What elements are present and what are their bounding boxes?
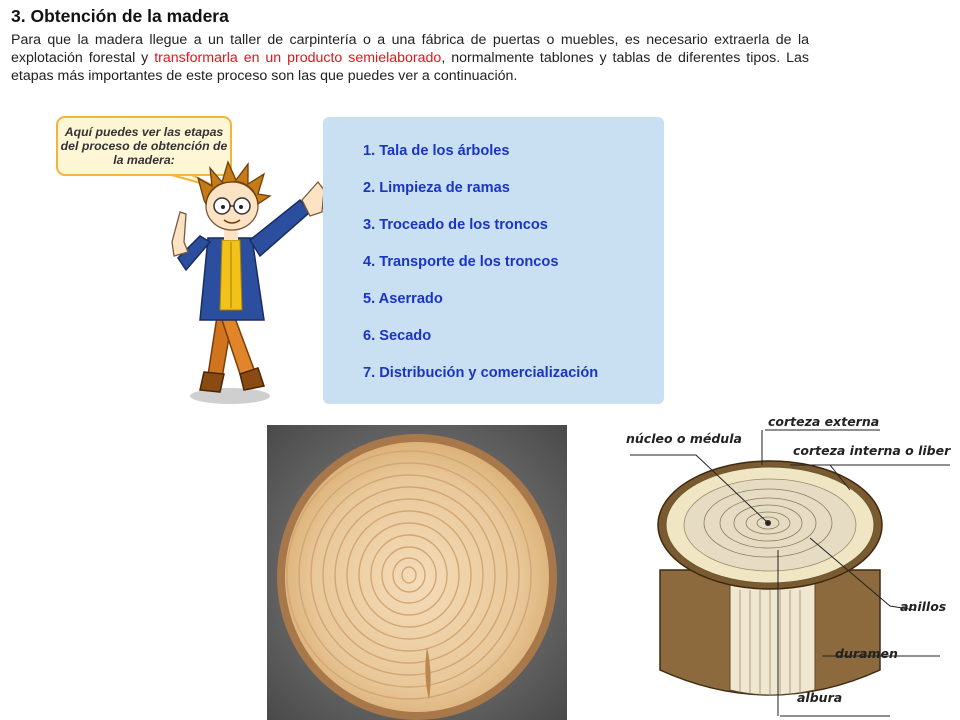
log-cross-section-photo — [267, 425, 567, 720]
step-item: 2. Limpieza de ramas — [363, 180, 510, 196]
step-item: 4. Transporte de los troncos — [363, 254, 559, 270]
step-item: 6. Secado — [363, 328, 432, 344]
step-item: 7. Distribución y comercialización — [363, 365, 599, 381]
label-albura: albura — [797, 690, 843, 705]
label-corteza-externa: corteza externa — [768, 414, 880, 429]
page-title: 3. Obtención de la madera — [11, 6, 229, 26]
intro-highlight: transformarla en un producto semielaborado — [154, 50, 442, 66]
steps-panel — [323, 117, 664, 404]
label-duramen: duramen — [835, 646, 898, 661]
step-item: 1. Tala de los árboles — [363, 143, 510, 159]
step-item: 3. Troceado de los troncos — [363, 217, 548, 233]
cartoon-character — [160, 160, 330, 410]
intro-text-end: , normalmente tablones y tablas de diferentes tipos. Las etapas más importantes de este proceso son las que puedes ver a continuación. — [11, 50, 809, 84]
intro-text-start: Para que la madera llegue a un taller de carpintería o a una fábrica de puertas o muebles, es necesario extraerla de la explotación forestal y — [11, 32, 809, 66]
speech-bubble: Aquí puedes ver las etapas del proceso de obtención de la madera: — [56, 116, 232, 176]
label-anillos: anillos — [900, 599, 947, 614]
step-item: 5. Aserrado — [363, 291, 443, 307]
label-corteza-interna: corteza interna o liber — [793, 443, 951, 458]
label-nucleo: núcleo o médula — [626, 431, 742, 446]
